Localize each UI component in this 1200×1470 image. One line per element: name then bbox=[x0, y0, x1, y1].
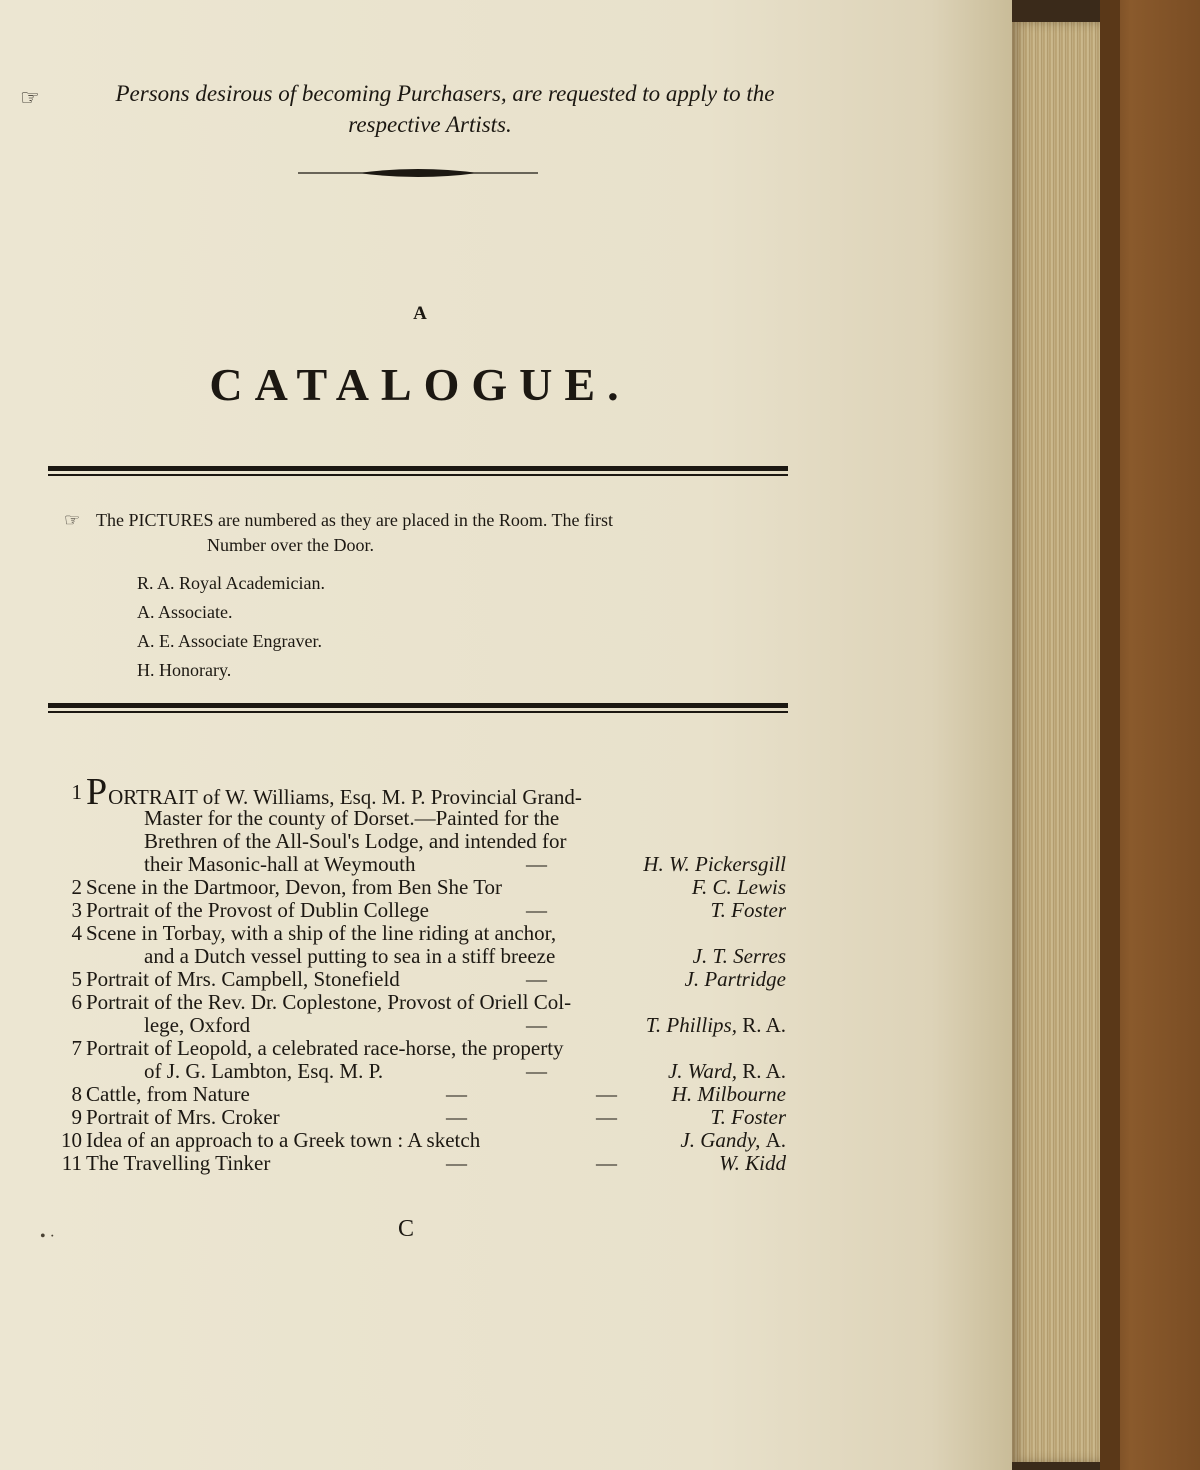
catalogue-entries bbox=[56, 771, 786, 1175]
artist-name: J. Partridge bbox=[684, 967, 786, 991]
drop-capital: P bbox=[86, 771, 109, 813]
abbreviation-item: H. Honorary. bbox=[137, 660, 232, 680]
pictures-note-line-1: The PICTURES are numbered as they are placed in the Room. The first bbox=[96, 510, 614, 530]
abbreviations-list bbox=[137, 569, 325, 685]
artist-name: H. Milbourne bbox=[671, 1082, 786, 1106]
title-article: A bbox=[413, 303, 427, 324]
entry-number: 8 bbox=[71, 1082, 82, 1106]
entry-title-line: of J. G. Lambton, Esq. M. P. bbox=[144, 1059, 384, 1083]
artist-name: J. T. Serres bbox=[692, 944, 786, 968]
entry-number: 11 bbox=[61, 1151, 82, 1175]
pointing-hand-icon: ☞ bbox=[64, 510, 81, 530]
book-cover-inner bbox=[1100, 0, 1120, 1470]
entry-number: 9 bbox=[71, 1105, 82, 1129]
catalogue-entry bbox=[56, 771, 786, 876]
artist-name: F. C. Lewis bbox=[691, 875, 786, 899]
artist-title: A. bbox=[765, 1128, 786, 1152]
entry-number: 3 bbox=[71, 898, 82, 922]
entry-title-line: The Travelling Tinker bbox=[86, 1151, 271, 1175]
catalogue-entry bbox=[56, 1152, 786, 1175]
leader-dash: — bbox=[446, 1151, 467, 1175]
entry-number: 10 bbox=[61, 1128, 82, 1152]
artist-name: T. Foster bbox=[710, 1105, 786, 1129]
entry-number: 5 bbox=[71, 967, 82, 991]
leader-dash: — bbox=[596, 1105, 617, 1129]
leader-dash: — bbox=[526, 852, 547, 876]
double-rule-top bbox=[48, 466, 788, 476]
ornament-divider bbox=[298, 166, 538, 180]
abbreviation-item: A. E. Associate Engraver. bbox=[137, 631, 322, 651]
catalogue-entry bbox=[56, 991, 786, 1037]
entry-title-line: Scene in Torbay, with a ship of the line riding at anchor, bbox=[86, 921, 557, 945]
entry-title-line: their Masonic-hall at Weymouth bbox=[144, 852, 416, 876]
leader-dash: — bbox=[526, 1013, 547, 1037]
notice-line-2: respective Artists. bbox=[348, 112, 512, 137]
artist-title: R. A. bbox=[742, 1013, 786, 1037]
entry-number: 2 bbox=[71, 875, 82, 899]
entry-title-line: PORTRAIT of W. Williams, Esq. M. P. Provincial Grand- bbox=[86, 771, 582, 813]
artist-name: J. Ward, R. A. bbox=[667, 1059, 786, 1083]
signature-mark: C bbox=[398, 1216, 415, 1242]
artist-name: J. Gandy, A. bbox=[680, 1128, 786, 1152]
entry-title-line: Portrait of Leopold, a celebrated race-horse, the property bbox=[86, 1036, 564, 1060]
leader-dash: — bbox=[596, 1082, 617, 1106]
pictures-note-line-2: Number over the Door. bbox=[207, 535, 374, 555]
notice-line-1: Persons desirous of becoming Purchasers, are requested to apply to the bbox=[115, 81, 775, 106]
catalogue-entry bbox=[56, 1129, 786, 1152]
entry-title-line: Scene in the Dartmoor, Devon, from Ben She Tor bbox=[86, 875, 503, 899]
page-edges bbox=[1012, 22, 1100, 1462]
entry-title-line: and a Dutch vessel putting to sea in a stiff breeze bbox=[144, 944, 556, 968]
entry-title-line: Master for the county of Dorset.—Painted for the bbox=[144, 806, 560, 830]
purchasers-notice bbox=[20, 78, 840, 140]
entry-title-line: Portrait of Mrs. Croker bbox=[86, 1105, 280, 1129]
leader-dash: — bbox=[526, 967, 547, 991]
double-rule-bottom bbox=[48, 703, 788, 713]
entry-number: 1 bbox=[71, 780, 82, 804]
page-title: CATALOGUE. bbox=[209, 359, 631, 410]
artist-name: T. Foster bbox=[710, 898, 786, 922]
catalogue-entry bbox=[56, 876, 786, 899]
catalogue-entry bbox=[56, 1083, 786, 1106]
leader-dash: — bbox=[446, 1082, 467, 1106]
entry-number: 4 bbox=[71, 921, 82, 945]
margin-mark: • · bbox=[40, 1228, 55, 1245]
entry-title-line: Cattle, from Nature bbox=[86, 1082, 250, 1106]
entry-title-line: Portrait of the Rev. Dr. Coplestone, Provost of Oriell Col- bbox=[86, 990, 572, 1014]
leader-dash: — bbox=[526, 898, 547, 922]
leader-dash: — bbox=[446, 1105, 467, 1129]
catalogue-entry bbox=[56, 922, 786, 968]
catalogue-entry bbox=[56, 968, 786, 991]
artist-name: H. W. Pickersgill bbox=[643, 852, 786, 876]
entry-number: 6 bbox=[71, 990, 82, 1014]
catalogue-entry bbox=[56, 1106, 786, 1129]
entry-title-line: Idea of an approach to a Greek town : A sketch bbox=[86, 1128, 481, 1152]
artist-name: W. Kidd bbox=[719, 1151, 786, 1175]
catalogue-entry bbox=[56, 1037, 786, 1083]
catalogue-entry bbox=[56, 899, 786, 922]
pointing-hand-icon: ☞ bbox=[20, 85, 40, 110]
entry-number: 7 bbox=[71, 1036, 82, 1060]
artist-title: R. A. bbox=[742, 1059, 786, 1083]
leader-dash: — bbox=[596, 1151, 617, 1175]
leader-dash: — bbox=[526, 1059, 547, 1083]
pictures-note bbox=[64, 508, 794, 558]
entry-title-line: Portrait of Mrs. Campbell, Stonefield bbox=[86, 967, 400, 991]
entry-title-line: Brethren of the All-Soul's Lodge, and intended for bbox=[144, 829, 567, 853]
entry-title-line: Portrait of the Provost of Dublin College bbox=[86, 898, 429, 922]
entry-title-line: lege, Oxford bbox=[144, 1013, 251, 1037]
abbreviation-item: R. A. Royal Academician. bbox=[137, 573, 325, 593]
abbreviation-item: A. Associate. bbox=[137, 602, 233, 622]
artist-name: T. Phillips, R. A. bbox=[645, 1013, 786, 1037]
